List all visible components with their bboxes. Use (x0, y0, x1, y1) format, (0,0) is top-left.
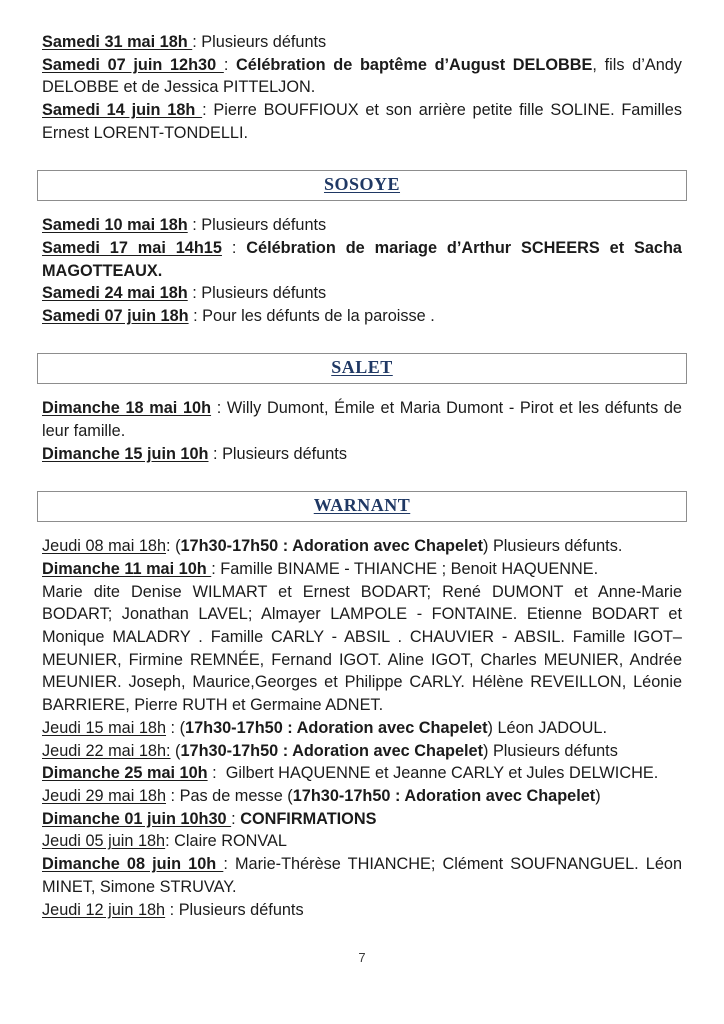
entry-text: : Claire RONVAL (165, 832, 287, 851)
entry-date: Samedi 10 mai 18h (42, 216, 188, 235)
schedule-entry (42, 443, 682, 466)
entry-text: : ( (166, 718, 186, 737)
entry-text: : Plusieurs défunts (165, 900, 304, 919)
entry-text: ) Plusieurs défunts. (483, 537, 623, 556)
entry-date: Samedi 24 mai 18h (42, 284, 188, 303)
schedule-entry (42, 535, 682, 558)
entry-text: : (231, 809, 241, 828)
entry-text: : Plusieurs défunts (208, 444, 347, 463)
entry-date: Dimanche 18 mai 10h (42, 399, 212, 418)
entry-text: : Plusieurs défunts (187, 284, 327, 303)
schedule-entry (42, 853, 687, 898)
entry-date: Jeudi 12 juin 18h (42, 900, 166, 919)
entry-text: : ( (166, 537, 181, 556)
entry-text: 17h30-17h50 : Adoration avec Chapelet (292, 786, 596, 805)
schedule-entry (42, 305, 682, 328)
schedule-entry (42, 899, 682, 922)
schedule-entry (42, 785, 682, 808)
schedule-entry (42, 31, 682, 54)
schedule-entry (42, 808, 682, 831)
schedule-entry (42, 830, 682, 853)
entry-date: Samedi 14 juin 18h (42, 101, 203, 120)
schedule-entry (42, 282, 682, 305)
section-title: WARNANT (313, 494, 411, 515)
entry-text: : Plusieurs défunts (187, 216, 327, 235)
entry-date: Dimanche 25 mai 10h (42, 764, 208, 783)
entry-text: , fils d’Andy DELOBBE et de Jessica PITTELJON. (42, 55, 687, 97)
entry-text: : Willy Dumont, Émile et Maria Dumont - Pirot et les défunts de leur famille. (42, 399, 687, 441)
entry-text: : Pierre BOUFFIOUX et son arrière petite fille SOLINE. Familles Ernest LORENT-TONDELLI. (42, 101, 687, 142)
entry-date: Jeudi 08 mai 18h (42, 537, 167, 556)
entry-text: 17h30-17h50 : Adoration avec Chapelet (180, 537, 483, 556)
entry-text: ( (170, 741, 181, 760)
entry-text: ) Léon JADOUL. (487, 718, 607, 737)
entry-text: Célébration de baptême d’August DELOBBE (236, 55, 593, 74)
entry-date: Dimanche 01 juin 10h30 (42, 809, 232, 828)
entry-date: Jeudi 22 mai 18h: (42, 741, 171, 760)
schedule-entry (42, 54, 687, 99)
entry-date: Dimanche 08 juin 10h (42, 855, 224, 874)
entry-text: : Gilbert HAQUENNE et Jeanne CARLY et Jules DELWICHE. (207, 764, 659, 783)
section-entries (42, 397, 687, 465)
entry-text: : (221, 238, 247, 257)
entry-date: Samedi 07 juin 18h (42, 307, 189, 326)
entry-date: Dimanche 11 mai 10h (42, 559, 212, 578)
section-title: SOSOYE (323, 173, 401, 194)
page-number: 7 (358, 950, 366, 965)
entry-date: Jeudi 29 mai 18h (42, 786, 167, 805)
entry-text: : Plusieurs défunts (192, 33, 327, 51)
schedule-entry (42, 717, 682, 740)
section-header-box (37, 353, 687, 385)
entry-text: : Famille BINAME - THIANCHE ; Benoit HAQUENNE. (211, 559, 599, 578)
entry-date: Samedi 31 mai 18h (42, 33, 193, 51)
entry-text: Célébration de mariage d’Arthur SCHEERS et Sacha MAGOTTEAUX. (42, 238, 687, 280)
entry-text: 17h30-17h50 : Adoration avec Chapelet (185, 718, 488, 737)
entry-text: : Marie-Thérèse THIANCHE; Clément SOUFNANGUEL. Léon MINET, Simone STRUVAY. (42, 855, 687, 896)
entry-date: Samedi 17 mai 14h15 (42, 238, 222, 257)
section-entries (42, 214, 687, 328)
schedule-entry (42, 237, 687, 282)
entry-text: : Pas de messe ( (166, 786, 293, 805)
entry-text: : (223, 55, 237, 74)
entry-text: CONFIRMATIONS (240, 809, 377, 828)
entry-text: 17h30-17h50 : Adoration avec Chapelet (180, 741, 483, 760)
schedule-entry (42, 214, 682, 237)
entry-text: Marie dite Denise WILMART et Ernest BODART; René DUMONT et Anne-Marie BODART; Jonathan LAVEL; Almayer LAMPOLE - FONTAINE. Etienne BODART et Monique MALADRY . Famille CARLY - ABSIL . CHAUVIER - ABSIL. Famille IGOT–MEUNIER, Firmine REMNÉE, Fernand IGOT. Aline IGOT, Charles MEUNIER, Andrée MEUNIER. Joseph, Maurice,Georges et Philippe CARLY. Hélène REVEILLON, Léonie BARRIERE, Pierre RUTH et Germaine ADNET. (42, 582, 687, 715)
section-header-box (37, 491, 687, 523)
schedule-entry (42, 397, 687, 442)
schedule-entry (42, 762, 682, 785)
page-content (42, 31, 687, 921)
section-title: SALET (331, 356, 393, 377)
entry-date: Samedi 07 juin 12h30 (42, 55, 224, 74)
entry-date: Jeudi 15 mai 18h (42, 718, 167, 737)
schedule-entry (42, 740, 682, 763)
entry-text: ) (595, 786, 601, 805)
intro-entries (42, 31, 687, 145)
entry-date: Jeudi 05 juin 18h (42, 832, 166, 851)
entry-text: ) Plusieurs défunts (483, 741, 618, 760)
entry-text: : Pour les défunts de la paroisse . (188, 307, 435, 326)
schedule-entry (42, 558, 682, 581)
sections-container (42, 170, 687, 922)
section-header-box (37, 170, 687, 202)
entry-date: Dimanche 15 juin 10h (42, 444, 209, 463)
schedule-entry (42, 99, 687, 144)
section-entries (42, 535, 687, 921)
schedule-entry (42, 581, 687, 717)
